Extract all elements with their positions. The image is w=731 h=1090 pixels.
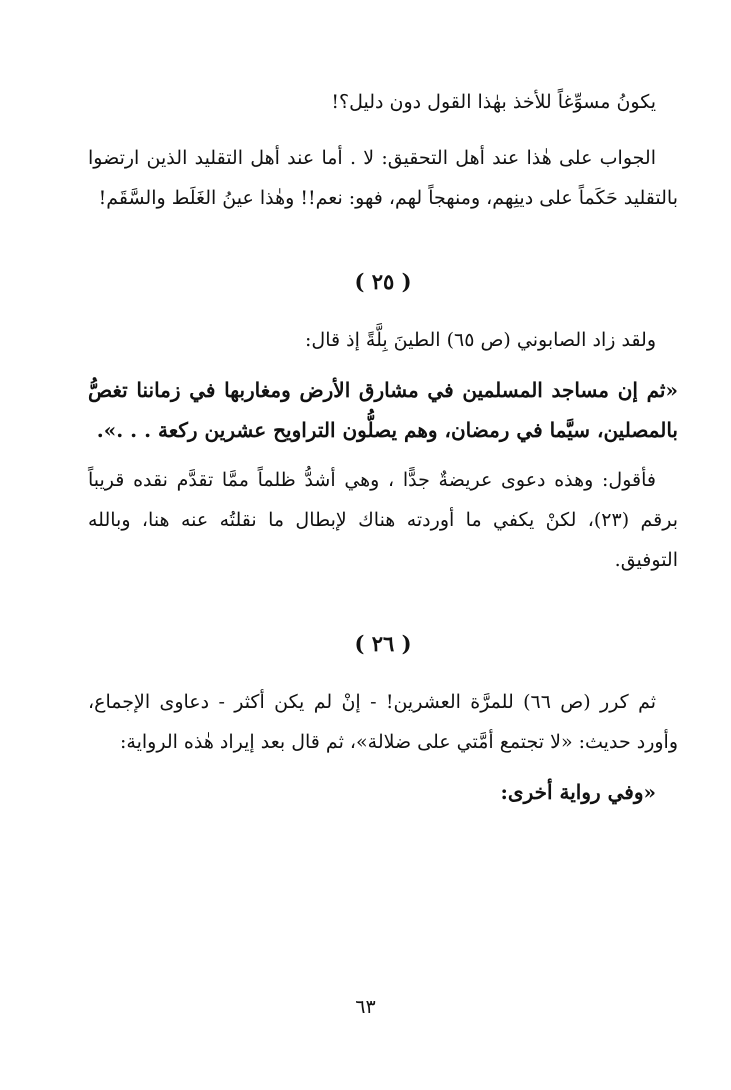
section-heading-25: ( ٢٥ )	[354, 269, 412, 294]
paragraph-intro-quote: ولقد زاد الصابوني (ص ٦٥) الطينَ بِلَّةً إذ قال:	[304, 329, 656, 351]
page-number: ٦٣	[355, 996, 376, 1018]
paragraph-continuation: يكونُ مسوِّغاً للأخذ بهٰذا القول دون دليل؟!	[331, 91, 656, 113]
section-heading-26: ( ٢٦ )	[354, 631, 412, 656]
paragraph-ijma: ثم كرر (ص ٦٦) للمرَّة العشرين! - إنْ لم يكن أكثر - دعاوى الإجماع، وأورد حديث: «لا تجتمع أمَّتي على ضلالة»، ثم قال بعد إيراد هٰذه الرواية:	[88, 691, 678, 753]
paragraph-answer: الجواب على هٰذا عند أهل التحقيق: لا . أما عند أهل التقليد الذين ارتضوا بالتقليد حَكَماً على دينِهم، ومنهجاً لهم، فهو: نعم!! وهٰذا عينُ الغَلَط والسَّقَم!	[88, 147, 678, 209]
page-body	[88, 82, 678, 812]
paragraph-bold-quote: «ثم إن مساجد المسلمين في مشارق الأرض ومغاربها في زماننا تغصُّ بالمصلين، سيَّما في رمضان، وهم يصلُّون التراويح عشرين ركعة . . .».	[88, 378, 678, 442]
paragraph-another-narration: «وفي رواية أخرى:	[500, 780, 656, 804]
paragraph-response: فأقول: وهذه دعوى عريضةٌ جدًّا ، وهي أشدُّ ظلماً ممَّا تقدَّم نقده قريباً برقم (٢٣)، لكنْ يكفي ما أوردته هناك لإبطال ما نقلتُه عنه هنا، وبالله التوفيق.	[88, 469, 679, 571]
